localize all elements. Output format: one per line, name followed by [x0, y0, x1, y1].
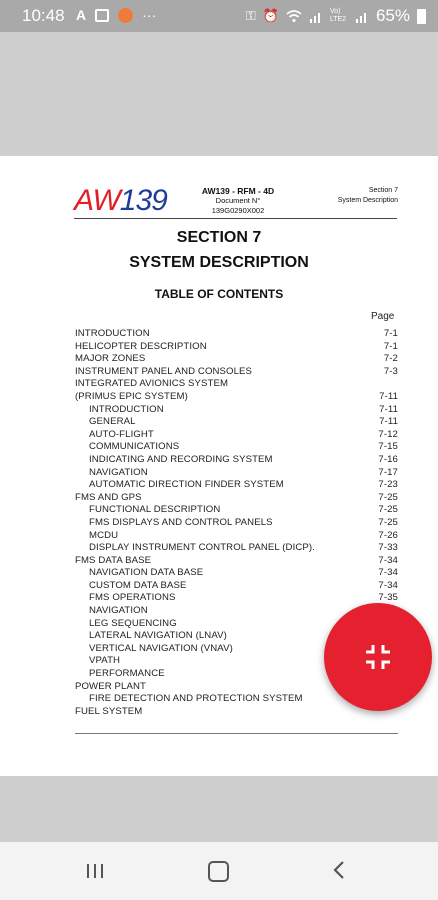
toc-entry-page: 7-34	[378, 579, 398, 591]
toc-entry[interactable]	[75, 467, 398, 480]
toc-entry-page: 7-16	[378, 453, 398, 465]
toc-entry-label: INSTRUMENT PANEL AND CONSOLES	[75, 365, 253, 377]
toc-entry[interactable]	[75, 479, 398, 492]
toc-entry-label: LEG SEQUENCING	[89, 617, 177, 629]
section-title: SECTION 7	[176, 229, 262, 246]
network-label: Vo) LTE2	[329, 8, 347, 23]
toc-entry-label: FUNCTIONAL DESCRIPTION	[89, 504, 221, 516]
toc-entry-page: 7-25	[378, 491, 398, 503]
aw139-logo: AW139	[74, 184, 167, 217]
document-header-right	[338, 186, 398, 206]
back-button[interactable]	[331, 860, 347, 880]
header-doc-number: 139G0290X002	[211, 206, 265, 215]
toc-entry-label: LATERAL NAVIGATION (LNAV)	[89, 630, 227, 642]
toc-entry-label: FMS DISPLAYS AND CONTROL PANELS	[89, 516, 273, 528]
toc-entry-label: CUSTOM DATA BASE	[89, 579, 187, 591]
toc-entry[interactable]	[75, 567, 398, 580]
status-time: 10:48	[22, 6, 65, 25]
key-icon: ⚿	[245, 8, 256, 23]
toc-entry-label: VPATH	[89, 655, 121, 667]
toc-entry-label: INDICATING AND RECORDING SYSTEM	[89, 453, 273, 465]
toc-entry[interactable]	[75, 492, 398, 505]
toc-entry-page: 7-11	[379, 390, 398, 402]
toc-entry-page: 7-23	[378, 479, 398, 491]
toc-entry-page: 7-11	[379, 403, 398, 415]
toc-entry-page: 7-1	[383, 328, 398, 339]
toc-entry[interactable]	[75, 504, 398, 517]
toc-entry-label: FMS DATA BASE	[75, 554, 152, 566]
more-icon: ···	[142, 7, 157, 23]
toc-entry-label: FUEL SYSTEM	[75, 705, 143, 717]
toc-entry[interactable]	[75, 391, 398, 404]
toc-divider	[75, 733, 398, 734]
toc-entry[interactable]	[75, 404, 398, 417]
toc-entry-page: 7-34	[378, 567, 398, 579]
toc-entry-label: MAJOR ZONES	[75, 353, 146, 365]
toc-entry-page: 7-12	[378, 428, 398, 440]
toc-entry-label: NAVIGATION	[89, 466, 148, 478]
header-section-name: System Description	[337, 197, 398, 204]
wifi-icon	[286, 10, 302, 23]
toc-entry[interactable]	[75, 341, 398, 354]
toc-entry-label: POWER PLANT	[75, 680, 146, 692]
toc-entry[interactable]	[75, 353, 398, 366]
image-icon	[95, 9, 109, 22]
toc-entry-label: INTRODUCTION	[75, 328, 150, 339]
document-viewer[interactable]	[0, 32, 438, 842]
toc-entry-label: NAVIGATION	[89, 605, 148, 617]
toc-entry-label: DISPLAY INSTRUMENT CONTROL PANEL (DICP).	[89, 542, 315, 554]
home-button[interactable]	[208, 861, 229, 882]
status-icons-right	[246, 6, 426, 26]
toc-entry[interactable]	[75, 416, 398, 429]
toc-entry-label: FMS AND GPS	[75, 491, 142, 503]
section-subtitle: SYSTEM DESCRIPTION	[129, 254, 309, 271]
recents-button[interactable]	[84, 862, 106, 880]
toc-entry-label: (PRIMUS EPIC SYSTEM)	[75, 390, 188, 402]
toc-entry-page: 7-34	[378, 554, 398, 566]
toc-entry-label: INTRODUCTION	[89, 403, 164, 415]
toc-entry-page: 7-33	[378, 542, 398, 554]
exit-fullscreen-button[interactable]	[324, 603, 432, 711]
toc-entry[interactable]	[75, 555, 398, 568]
toc-title: TABLE OF CONTENTS	[154, 287, 284, 301]
signal-icon	[309, 10, 323, 23]
text-icon: A	[76, 7, 87, 23]
toc-entry-label: NAVIGATION DATA BASE	[89, 567, 204, 579]
battery-icon	[417, 9, 426, 24]
status-bar	[0, 0, 438, 32]
battery-percent: 65%	[375, 6, 410, 25]
signal-icon-2	[355, 10, 369, 23]
header-doc-label: Document N°	[215, 196, 261, 205]
toc-entry[interactable]	[75, 592, 398, 605]
toc-entry-page: 7-17	[378, 466, 398, 478]
toc-entry-label: FMS OPERATIONS	[89, 592, 176, 604]
toc-entry-label: AUTOMATIC DIRECTION FINDER SYSTEM	[89, 479, 284, 491]
toc-entry-page: 7-26	[378, 529, 398, 541]
toc-entry-label: GENERAL	[89, 416, 136, 428]
system-nav-bar	[0, 842, 438, 900]
header-section: Section 7	[368, 187, 398, 194]
toc-entry-label: MCDU	[89, 529, 119, 541]
toc-entry-page: 7-35	[378, 592, 398, 604]
toc-entry[interactable]	[75, 429, 398, 442]
status-icons-left	[76, 7, 156, 23]
toc-entry[interactable]	[75, 441, 398, 454]
toc-entry-label: INTEGRATED AVIONICS SYSTEM	[75, 378, 229, 390]
toc-entry-page: 7-11	[379, 416, 398, 428]
toc-entry-label: PERFORMANCE	[89, 668, 165, 680]
app-notification-icon	[118, 8, 133, 23]
toc-entry[interactable]	[75, 378, 398, 391]
toc-entry-page: 7-1	[383, 340, 398, 352]
toc-entry[interactable]	[75, 366, 398, 379]
toc-entry-page: 7-25	[378, 516, 398, 528]
header-divider	[74, 218, 397, 219]
toc-entry[interactable]	[75, 328, 398, 341]
toc-entry-label: FIRE DETECTION AND PROTECTION SYSTEM	[89, 693, 303, 705]
page-column-label: Page	[371, 311, 395, 322]
toc-entry[interactable]	[75, 530, 398, 543]
toc-entry-page: 7-2	[383, 353, 398, 365]
toc-entry[interactable]	[75, 517, 398, 530]
toc-entry[interactable]	[75, 542, 398, 555]
toc-entry-label: HELICOPTER DESCRIPTION	[75, 340, 207, 352]
toc-entry-page: 7-3	[383, 365, 398, 377]
toc-entry-label: COMMUNICATIONS	[89, 441, 180, 453]
fullscreen-exit-icon	[364, 643, 392, 671]
header-rfm: AW139 - RFM - 4D	[201, 186, 275, 196]
alarm-icon: ⏰	[262, 8, 279, 23]
document-header-center	[188, 186, 288, 216]
toc-entry-page: 7-25	[378, 504, 398, 516]
toc-entry-page: 7-15	[378, 441, 398, 453]
toc-entry[interactable]	[75, 580, 398, 593]
toc-entry-label: VERTICAL NAVIGATION (VNAV)	[89, 642, 233, 654]
toc-entry[interactable]	[75, 706, 398, 719]
toc-entry[interactable]	[75, 454, 398, 467]
toc-entry-label: AUTO-FLIGHT	[89, 428, 154, 440]
